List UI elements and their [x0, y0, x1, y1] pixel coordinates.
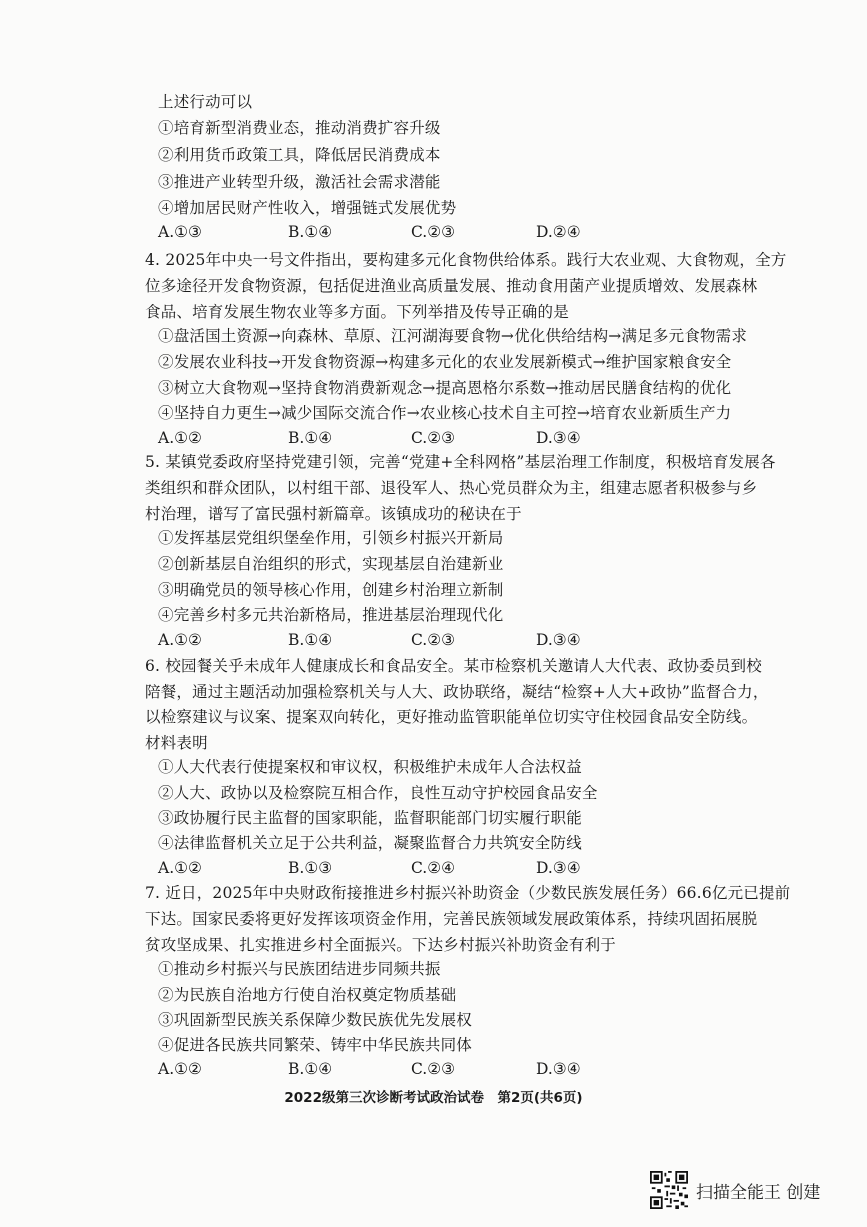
- q6-item: ③政协履行民主监督的国家职能，监督职能部门切实履行职能: [158, 809, 582, 827]
- q7-item: ①推动乡村振兴与民族团结进步同频共振: [158, 960, 441, 978]
- q3-item: ①培育新型消费业态，推动消费扩容升级: [158, 119, 441, 137]
- q7-item: ④促进各民族共同繁荣、铸牢中华民族共同体: [158, 1036, 473, 1054]
- q4-item: ①盘活国土资源→向森林、草原、江河湖海要食物→优化供给结构→满足多元食物需求: [158, 327, 748, 345]
- page-footer: 2022级第三次诊断考试政治试卷 第2页(共6页): [284, 1090, 583, 1106]
- q5-item: ③明确党员的领导核心作用，创建乡村治理立新制: [158, 581, 504, 599]
- q3-item: ③推进产业转型升级，激活社会需求潜能: [158, 173, 441, 191]
- q4-option-d: D.③④: [536, 429, 581, 447]
- q5-stem-line: 类组织和群众团队，以村组干部、退役军人、热心党员群众为主，组建志愿者积极参与乡: [145, 479, 758, 497]
- q6-option-c: C.②④: [411, 859, 456, 877]
- q5-option-b: B.①④: [288, 631, 333, 649]
- q7-item: ②为民族自治地方行使自治权奠定物质基础: [158, 986, 457, 1004]
- q5-option-a: A.①②: [158, 631, 202, 649]
- q4-stem-line: 4. 2025年中央一号文件指出，要构建多元化食物供给体系。践行大农业观、大食物观，全方: [145, 251, 787, 269]
- q6-option-d: D.③④: [536, 859, 581, 877]
- q5-option-d: D.③④: [536, 631, 581, 649]
- q7-option-d: D.③④: [536, 1060, 581, 1078]
- scanner-watermark: [650, 1170, 820, 1210]
- qr-code-icon: [650, 1171, 688, 1209]
- q4-option-b: B.①④: [288, 429, 333, 447]
- q4-stem-line: 位多途径开发食物资源，包括促进渔业高质量发展、推动食用菌产业提质增效、发展森林: [145, 277, 758, 295]
- q4-option-a: A.①②: [158, 429, 202, 447]
- q6-option-a: A.①②: [158, 859, 202, 877]
- q7-stem-line: 7. 近日，2025年中央财政衔接推进乡村振兴补助资金（少数民族发展任务）66.6亿元已提前: [145, 884, 791, 902]
- q6-item: ①人大代表行使提案权和审议权，积极维护未成年人合法权益: [158, 758, 582, 776]
- q5-stem-line: 5. 某镇党委政府坚持党建引领，完善“党建+全科网格”基层治理工作制度，积极培育发展各: [145, 453, 776, 471]
- q6-stem-line: 以检察建议与议案、提案双向转化，更好推动监管职能单位切实守住校园食品安全防线。: [145, 708, 758, 726]
- q7-option-c: C.②③: [411, 1060, 456, 1078]
- q3-option-d: D.②④: [536, 223, 581, 241]
- q5-option-c: C.②③: [411, 631, 456, 649]
- q7-item: ③巩固新型民族关系保障少数民族优先发展权: [158, 1011, 473, 1029]
- q7-stem-line: 下达。国家民委将更好发挥该项资金作用，完善民族领域发展政策体系，持续巩固拓展脱: [145, 910, 758, 928]
- q6-stem-line: 6. 校园餐关乎未成年人健康成长和食品安全。某市检察机关邀请人大代表、政协委员到校: [145, 657, 762, 675]
- q4-item: ③树立大食物观→坚持食物消费新观念→提高恩格尔系数→推动居民膳食结构的优化: [158, 379, 732, 397]
- q3-option-c: C.②③: [411, 223, 456, 241]
- q7-stem-line: 贫攻坚成果、扎实推进乡村全面振兴。下达乡村振兴补助资金有利于: [145, 936, 617, 954]
- q3-item: ②利用货币政策工具，降低居民消费成本: [158, 146, 441, 164]
- q5-item: ④完善乡村多元共治新格局，推进基层治理现代化: [158, 606, 504, 624]
- q5-item: ②创新基层自治组织的形式，实现基层自治建新业: [158, 555, 504, 573]
- q3-item: ④增加居民财产性收入，增强链式发展优势: [158, 199, 457, 217]
- q4-stem-line: 食品、培育发展生物农业等多方面。下列举措及传导正确的是: [145, 303, 569, 321]
- q6-stem-line: 陪餐，通过主题活动加强检察机关与人大、政协联络，凝结“检察+人大+政协”监督合力，: [145, 683, 769, 701]
- q3-stem: 上述行动可以: [158, 93, 253, 111]
- q4-option-c: C.②③: [411, 429, 456, 447]
- q4-item: ④坚持自力更生→减少国际交流合作→农业核心技术自主可控→培育农业新质生产力: [158, 404, 732, 422]
- q6-stem-line: 材料表明: [145, 734, 208, 752]
- q4-item: ②发展农业科技→开发食物资源→构建多元化的农业发展新模式→维护国家粮食安全: [158, 353, 732, 371]
- q6-option-b: B.①③: [288, 859, 333, 877]
- q5-item: ①发挥基层党组织堡垒作用，引领乡村振兴开新局: [158, 529, 504, 547]
- q7-option-a: A.①②: [158, 1060, 202, 1078]
- q5-stem-line: 村治理，谱写了富民强村新篇章。该镇成功的秘诀在于: [145, 505, 522, 523]
- q6-item: ②人大、政协以及检察院互相合作，良性互动守护校园食品安全: [158, 784, 598, 802]
- q3-option-a: A.①③: [158, 223, 202, 241]
- q6-item: ④法律监督机关立足于公共利益，凝聚监督合力共筑安全防线: [158, 834, 582, 852]
- q7-option-b: B.①④: [288, 1060, 333, 1078]
- q3-option-b: B.①④: [288, 223, 333, 241]
- scanner-label: 扫描全能王 创建: [696, 1182, 821, 1203]
